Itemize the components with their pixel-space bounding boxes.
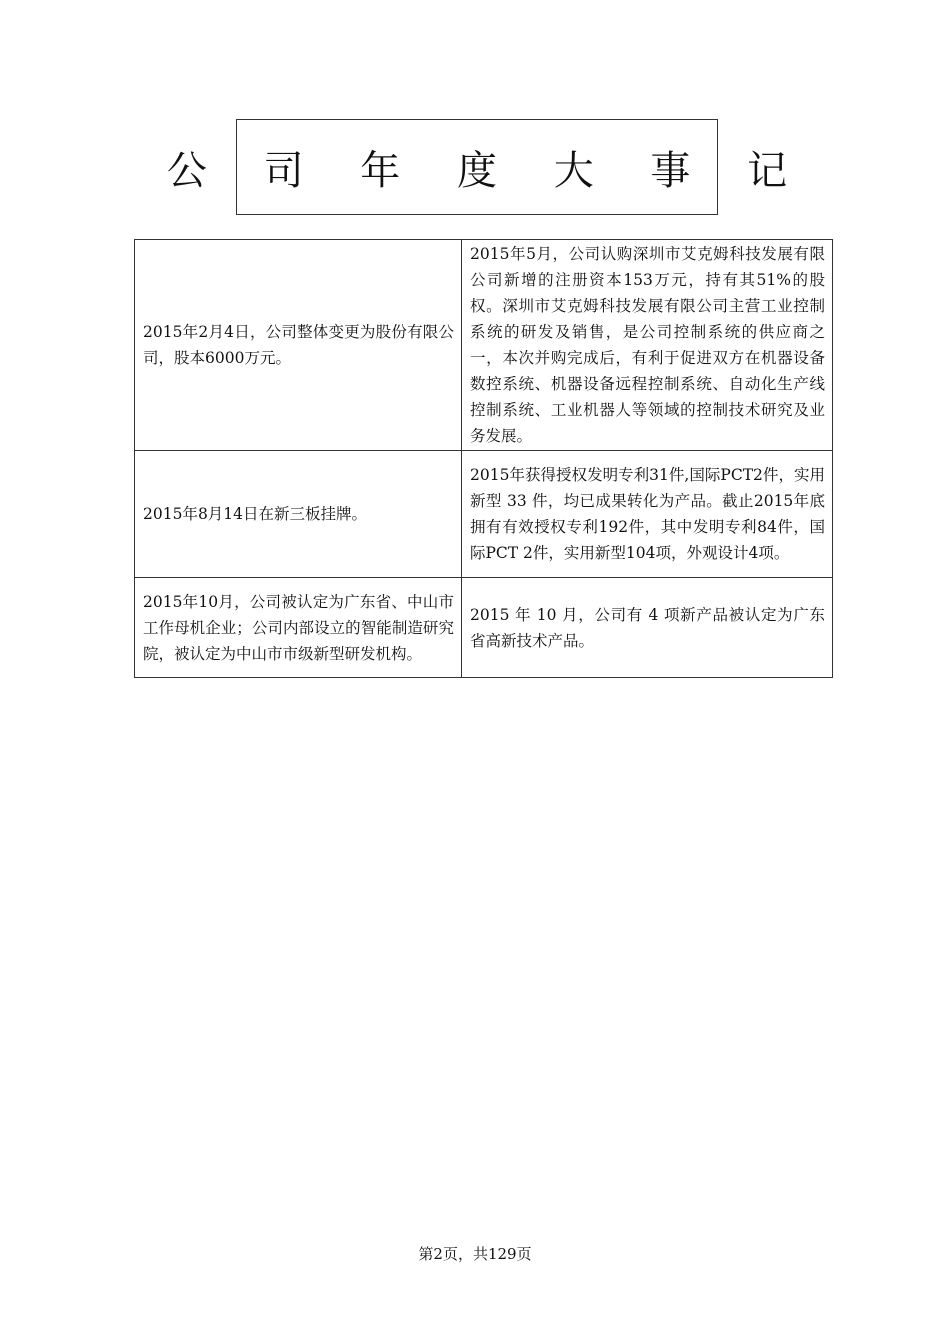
page-title: 公 司 年 度 大 事 记: [166, 147, 810, 194]
table-row: [135, 451, 833, 578]
event-cell-left: 2015年2月4日，公司整体变更为股份有限公司，股本6000万元。: [135, 240, 462, 451]
table-row: [135, 240, 833, 451]
event-cell-left: 2015年10月，公司被认定为广东省、中山市工作母机企业；公司内部设立的智能制造研究院，被认定为中山市市级新型研发机构。: [135, 578, 462, 678]
title-box: [166, 119, 810, 215]
event-cell-right: 2015 年 10 月，公司有 4 项新产品被认定为广东省高新技术产品。: [462, 578, 833, 678]
events-table: [134, 239, 833, 678]
event-cell-right: 2015年获得授权发明专利31件,国际PCT2件，实用新型 33 件，均已成果转化为产品。截止2015年底拥有有效授权专利192件，其中发明专利84件，国际PCT 2件，实用新型104项，外观设计4项。: [462, 451, 833, 578]
event-cell-right: 2015年5月，公司认购深圳市艾克姆科技发展有限公司新增的注册资本153万元，持有其51%的股权。深圳市艾克姆科技发展有限公司主营工业控制系统的研发及销售，是公司控制系统的供应商之一，本次并购完成后，有利于促进双方在机器设备数控系统、机器设备远程控制系统、自动化生产线控制系统、工业机器人等领域的控制技术研究及业务发展。: [462, 240, 833, 451]
page-footer: 第2页，共129页: [418, 1245, 532, 1263]
event-cell-left: 2015年8月14日在新三板挂牌。: [135, 451, 462, 578]
table-row: [135, 578, 833, 678]
